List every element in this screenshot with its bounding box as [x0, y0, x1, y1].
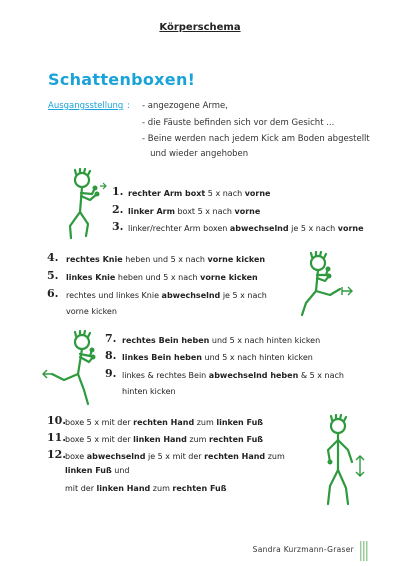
- setup-line: - die Fäuste befinden sich vor dem Gesicht ...: [142, 118, 335, 128]
- page-header-title: Körperschema: [159, 22, 241, 33]
- item-text: [66, 270, 258, 285]
- text-run: 5 x nach: [205, 189, 245, 198]
- exercise-item: [105, 368, 395, 402]
- text-run: boxe 5 x mit der: [65, 418, 134, 427]
- text-run: rechten Hand: [133, 418, 195, 427]
- item-number: 6.: [47, 287, 59, 300]
- exercise-item: [47, 288, 287, 322]
- text-run: linker Arm: [128, 207, 175, 216]
- item-number: 8.: [105, 349, 117, 362]
- item-text: [122, 350, 313, 365]
- text-run: vorne: [337, 224, 364, 233]
- setup-label: Ausgangsstellung: [48, 101, 124, 111]
- text-run: abwechselnd: [86, 452, 146, 461]
- item-number: 11.: [47, 431, 67, 444]
- item-text: [65, 415, 263, 430]
- text-run: linkes Knie: [66, 273, 116, 282]
- text-run: und 5 x nach hinten kicken: [201, 353, 313, 362]
- text-run: je 5 x nach: [220, 291, 267, 300]
- text-run: abwechselnd heben: [208, 371, 299, 380]
- item-text-cont2: [65, 481, 226, 496]
- item-text: [122, 368, 344, 383]
- exercise-item: [105, 350, 395, 365]
- setup-line: - angezogene Arme,: [142, 101, 228, 111]
- text-run: vorne kicken: [207, 255, 266, 264]
- exercise-item-cont: [65, 481, 325, 496]
- text-run: zum: [186, 435, 209, 444]
- text-run: rechtes Knie: [66, 255, 123, 264]
- footer-bars-icon: [360, 541, 368, 561]
- text-run: abwechselnd: [161, 291, 221, 300]
- setup-line: und wieder angehoben: [142, 149, 249, 159]
- item-text: [66, 252, 265, 267]
- text-run: linken Fuß: [216, 418, 264, 427]
- text-run: rechten Fuß: [172, 484, 227, 493]
- text-run: vorne kicken: [200, 273, 258, 282]
- text-run: und: [111, 466, 130, 475]
- exercise-item: [112, 186, 392, 201]
- text-run: rechten Fuß: [209, 435, 264, 444]
- item-number: 12.: [47, 448, 67, 461]
- text-run: zum: [194, 418, 217, 427]
- item-text: [122, 333, 320, 348]
- text-run: zum: [150, 484, 173, 493]
- text-run: heben und 5 x nach: [115, 273, 201, 282]
- item-number: 10.: [47, 414, 67, 427]
- item-text: [65, 449, 285, 464]
- item-text: [128, 186, 270, 201]
- item-text-cont: vorne kicken: [66, 307, 117, 316]
- text-run: rechten Hand: [204, 452, 266, 461]
- main-title: Schattenboxen!: [48, 70, 196, 89]
- exercise-item: [47, 252, 287, 267]
- text-run: heben und 5 x nach: [122, 255, 208, 264]
- item-number: 5.: [47, 269, 59, 282]
- stick-figure-back-kick-icon: [40, 330, 110, 408]
- text-run: linken Hand: [96, 484, 151, 493]
- text-run: rechtes Bein heben: [122, 336, 210, 345]
- text-run: boxe 5 x mit der: [65, 435, 134, 444]
- exercise-item: [112, 204, 392, 219]
- author-name: Sandra Kurzmann-Graser: [252, 545, 354, 554]
- text-run: mit der: [65, 484, 97, 493]
- setup-colon: :: [127, 101, 130, 111]
- setup-line: - Beine werden nach jedem Kick am Boden abgestellt: [142, 134, 370, 144]
- text-run: und 5 x nach hinten kicken: [209, 336, 321, 345]
- text-run: abwechselnd: [229, 224, 289, 233]
- exercise-item: [105, 333, 395, 348]
- stick-figure-hand-to-foot-icon: [318, 412, 368, 512]
- text-run: linkes Bein heben: [122, 353, 202, 362]
- text-run: linken Hand: [133, 435, 187, 444]
- item-number: 1.: [112, 185, 124, 198]
- stick-figure-knee-kick-icon: [296, 251, 358, 319]
- text-run: je 5 x nach: [288, 224, 338, 233]
- exercise-item: [112, 221, 398, 236]
- item-number: 7.: [105, 332, 117, 345]
- item-number: 4.: [47, 251, 59, 264]
- text-run: linkes & rechtes Bein: [122, 371, 209, 380]
- text-run: linker/rechter Arm boxen: [128, 224, 230, 233]
- stick-figure-boxing-icon: [62, 168, 112, 240]
- text-run: boxt 5 x nach: [174, 207, 235, 216]
- item-text-cont: hinten kicken: [122, 387, 176, 396]
- item-number: 3.: [112, 220, 124, 233]
- item-text: [66, 288, 267, 303]
- text-run: rechtes und linkes Knie: [66, 291, 162, 300]
- text-run: je 5 x mit der: [145, 452, 205, 461]
- text-run: rechter Arm boxt: [128, 189, 206, 198]
- item-number: 2.: [112, 203, 124, 216]
- text-run: linken Fuß: [65, 466, 112, 475]
- exercise-item: [47, 432, 307, 447]
- exercise-item: [47, 415, 307, 430]
- text-run: boxe: [65, 452, 87, 461]
- item-number: 9.: [105, 367, 117, 380]
- text-run: vorne: [244, 189, 271, 198]
- item-text: [128, 221, 364, 236]
- text-run: & 5 x nach: [298, 371, 344, 380]
- text-run: vorne: [234, 207, 261, 216]
- text-run: zum: [265, 452, 285, 461]
- exercise-item: [47, 270, 287, 285]
- item-text-cont: [65, 463, 129, 478]
- item-text: [128, 204, 260, 219]
- item-text: [65, 432, 263, 447]
